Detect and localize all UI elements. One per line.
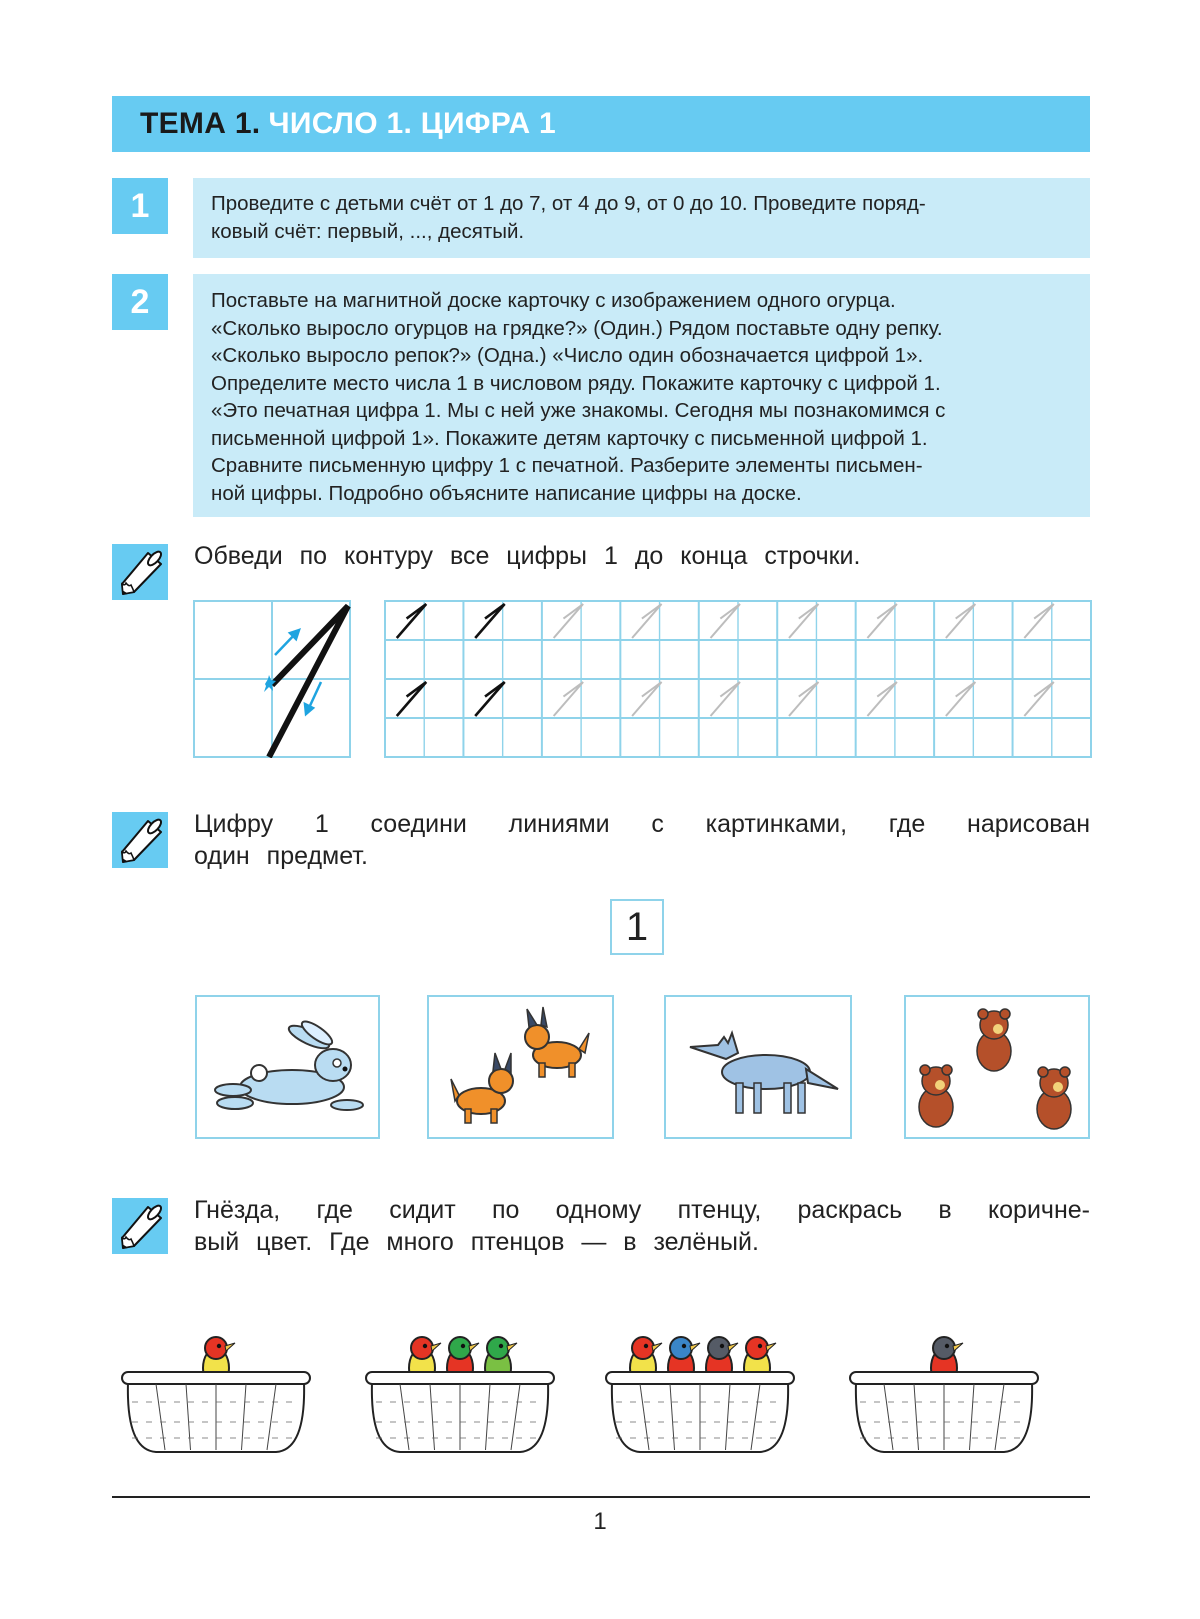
note-line: Сравните письменную цифру 1 с печатной. Разберите элементы письмен- bbox=[211, 454, 923, 477]
bears-icon bbox=[906, 997, 1088, 1137]
note-line: Определите место числа 1 в числовом ряду. Покажите карточку с цифрой 1. bbox=[211, 371, 941, 395]
task-2-instruction bbox=[194, 808, 1090, 872]
topic-label: ТЕМА 1. bbox=[140, 107, 261, 140]
note-line: письменной цифрой 1». Покажите детям карточку с письменной цифрой 1. bbox=[211, 426, 928, 450]
number-card[interactable]: 1 bbox=[610, 899, 664, 955]
tracing-grid[interactable] bbox=[384, 600, 1092, 758]
nest[interactable] bbox=[366, 1337, 554, 1452]
picture-card-wolf[interactable] bbox=[664, 995, 852, 1139]
note-line: Проведите с детьми счёт от 1 до 7, от 4 до 9, от 0 до 10. Проведите поряд- bbox=[211, 192, 926, 215]
pencil-icon bbox=[112, 812, 168, 868]
note-number-2: 2 bbox=[112, 274, 168, 330]
hare-icon bbox=[197, 997, 378, 1137]
foxes-icon bbox=[429, 997, 612, 1137]
nest[interactable] bbox=[606, 1337, 794, 1452]
task-line: вый цвет. Где много птенцов — в зелёный. bbox=[194, 1228, 759, 1256]
nest[interactable] bbox=[122, 1337, 310, 1452]
nest[interactable] bbox=[850, 1337, 1038, 1452]
task-1-instruction bbox=[194, 540, 1090, 572]
note-line: ковый счёт: первый, ..., десятый. bbox=[211, 219, 525, 243]
basket-rim bbox=[366, 1372, 554, 1384]
nests-row bbox=[120, 1330, 1100, 1480]
task-line: один предмет. bbox=[194, 842, 368, 870]
task-line: Цифру 1 соедини линиями с картинками, где нарисован bbox=[194, 810, 1090, 838]
note-line: ной цифры. Подробно объясните написание цифры на доске. bbox=[211, 481, 802, 505]
picture-card-bears[interactable] bbox=[904, 995, 1090, 1139]
basket-rim bbox=[606, 1372, 794, 1384]
basket-rim bbox=[122, 1372, 310, 1384]
pencil-icon bbox=[112, 1198, 168, 1254]
topic-title: ЧИСЛО 1. ЦИФРА 1 bbox=[268, 107, 557, 140]
basket-rim bbox=[850, 1372, 1038, 1384]
task-line: Гнёзда, где сидит по одному птенцу, раскрась в коричне- bbox=[194, 1196, 1090, 1224]
teacher-note-1 bbox=[193, 178, 1090, 258]
wolf-icon bbox=[666, 997, 850, 1137]
note-line: «Сколько выросло огурцов на грядке?» (Один.) Рядом поставьте одну репку. bbox=[211, 316, 943, 340]
picture-card-foxes[interactable] bbox=[427, 995, 614, 1139]
note-line: «Это печатная цифра 1. Мы с ней уже знакомы. Сегодня мы познакомимся с bbox=[211, 399, 946, 422]
digit-demo-grid bbox=[193, 600, 351, 758]
teacher-note-2 bbox=[193, 274, 1090, 517]
note-line: «Сколько выросло репок?» (Одна.) «Число один обозначается цифрой 1». bbox=[211, 344, 924, 367]
topic-header bbox=[112, 96, 1090, 152]
picture-card-hare[interactable] bbox=[195, 995, 380, 1139]
footer-divider bbox=[112, 1496, 1090, 1498]
note-number-1: 1 bbox=[112, 178, 168, 234]
note-line: Поставьте на магнитной доске карточку с изображением одного огурца. bbox=[211, 289, 896, 312]
pencil-icon bbox=[112, 544, 168, 600]
page-number: 1 bbox=[593, 1508, 607, 1535]
task-line: Обведи по контуру все цифры 1 до конца строчки. bbox=[194, 542, 861, 570]
task-3-instruction bbox=[194, 1194, 1090, 1258]
